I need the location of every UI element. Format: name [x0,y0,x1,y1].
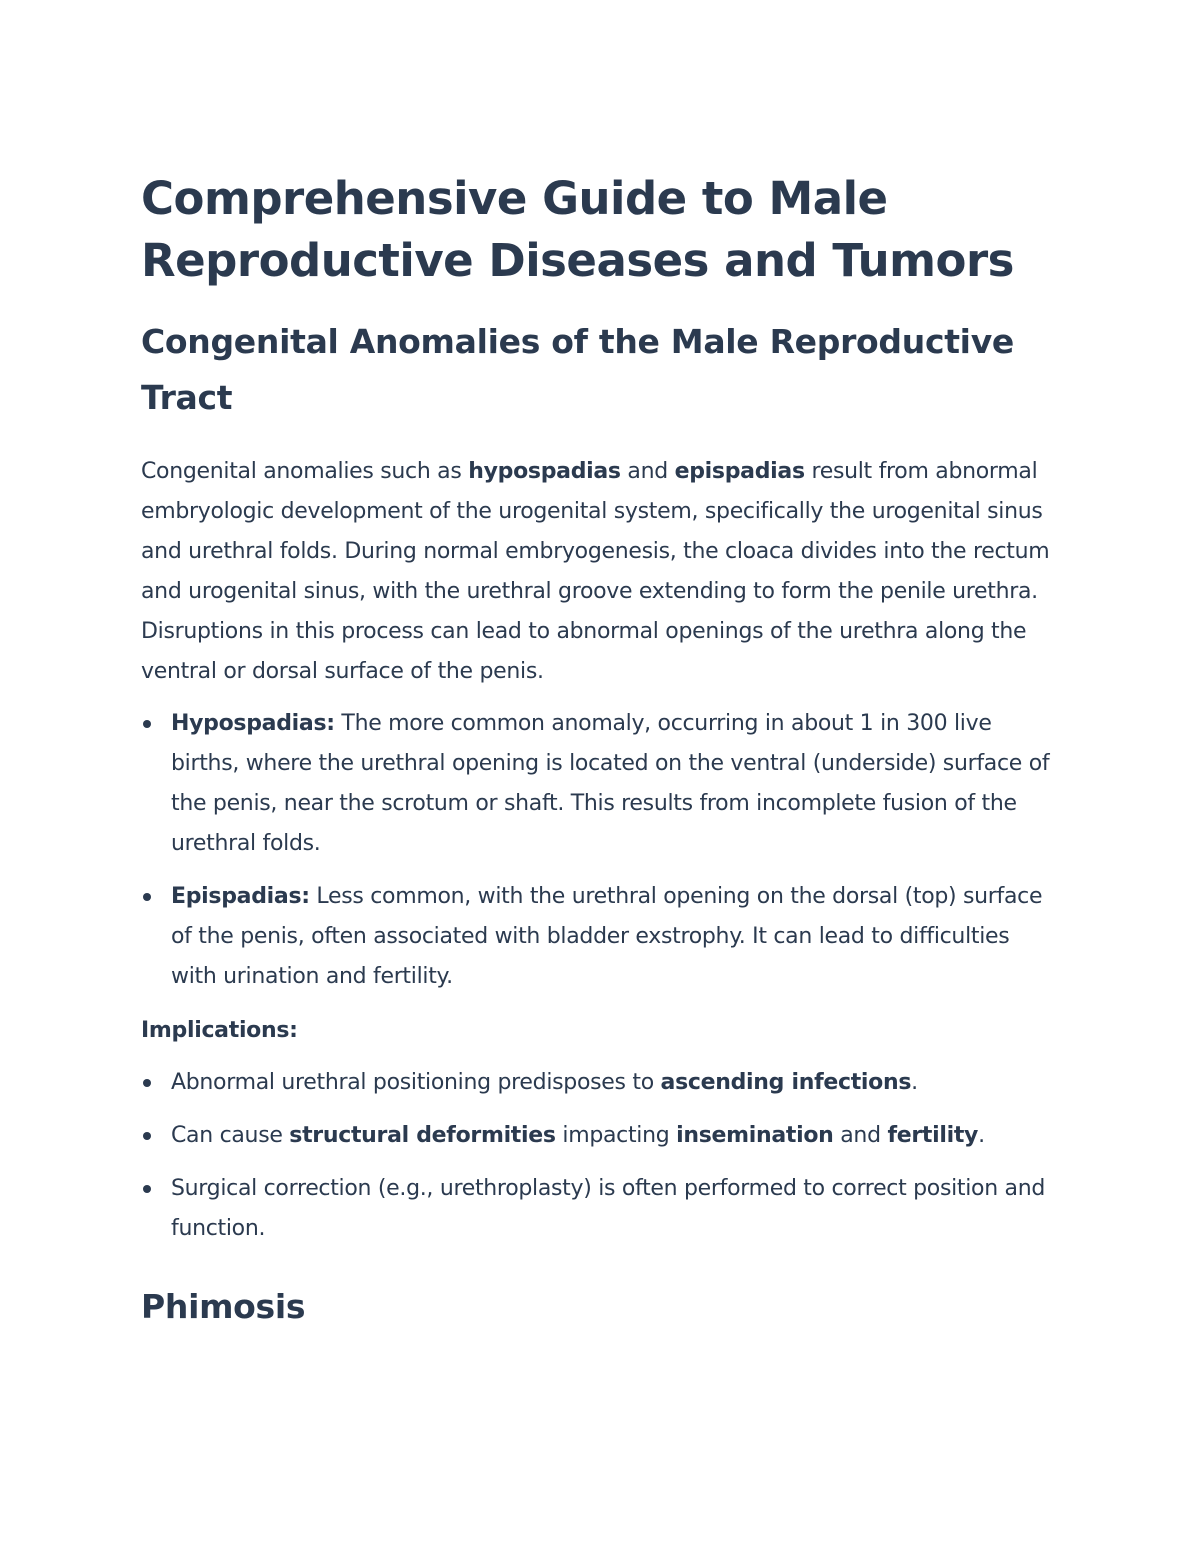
list-item-term: Hypospadias: [171,711,335,736]
intro-text: and [620,459,675,484]
intro-paragraph [141,452,1061,692]
list-item-text: Less common, with the urethral opening on the dorsal (top) surface of the penis, often associated with bladder exstrophy. It can lead to difficulties with urination and fertility. [171,884,1043,989]
bullet-icon [143,1079,151,1087]
list-item-term: Epispadias: [171,884,310,909]
list-item-text: Abnormal urethral positioning predisposes to [171,1070,661,1095]
term-fertility: fertility [887,1123,979,1148]
list-item-text: . [911,1070,918,1095]
list-item-text: . [978,1123,985,1148]
list-item-epispadias [141,877,1061,997]
list-item-surgical-correction [141,1169,1061,1249]
bullet-icon [143,720,151,728]
bullet-icon [143,1132,151,1140]
term-hypospadias: hypospadias [468,459,621,484]
bullet-icon [143,1185,151,1193]
intro-text: Congenital anomalies such as [141,459,469,484]
intro-text: result from abnormal embryologic development of the urogenital system, specifically the urogenital sinus and urethral folds. During normal embryogenesis, the cloaca divides into the rectum and urogenital sinus, with the urethral groove extending to form the penile urethra. Disruptions in this process can lead to abnormal openings of the urethra along the ventral or dorsal surface of the penis. [141,459,1050,684]
list-item-text: impacting [555,1123,677,1148]
list-item-text: The more common anomaly, occurring in about 1 in 300 live births, where the urethral opening is located on the ventral (underside) surface of the penis, near the scrotum or shaft. This results from incomplete fusion of the urethral folds. [171,711,1050,856]
section-heading-phimosis: Phimosis [141,1287,306,1326]
bullet-icon [143,893,151,901]
list-item-text: Can cause [171,1123,290,1148]
anomaly-types-list [141,704,1061,997]
section-heading-congenital-anomalies: Congenital Anomalies of the Male Reproductive Tract [141,322,1014,417]
term-insemination: insemination [676,1123,834,1148]
term-structural-deformities: structural deformities [289,1123,556,1148]
list-item-infections [141,1063,1061,1103]
list-item-text: and [833,1123,888,1148]
term-epispadias: epispadias [674,459,805,484]
list-item-text: Surgical correction (e.g., urethroplasty) is often performed to correct position and function. [171,1176,1046,1241]
implications-label: Implications: [141,1018,298,1043]
term-ascending-infections: ascending infections [660,1070,912,1095]
list-item-hypospadias [141,704,1061,864]
document-page [141,168,1061,1335]
page-title: Comprehensive Guide to Male Reproductive Diseases and Tumors [141,172,1014,287]
implications-list [141,1063,1061,1249]
list-item-deformities [141,1116,1061,1156]
